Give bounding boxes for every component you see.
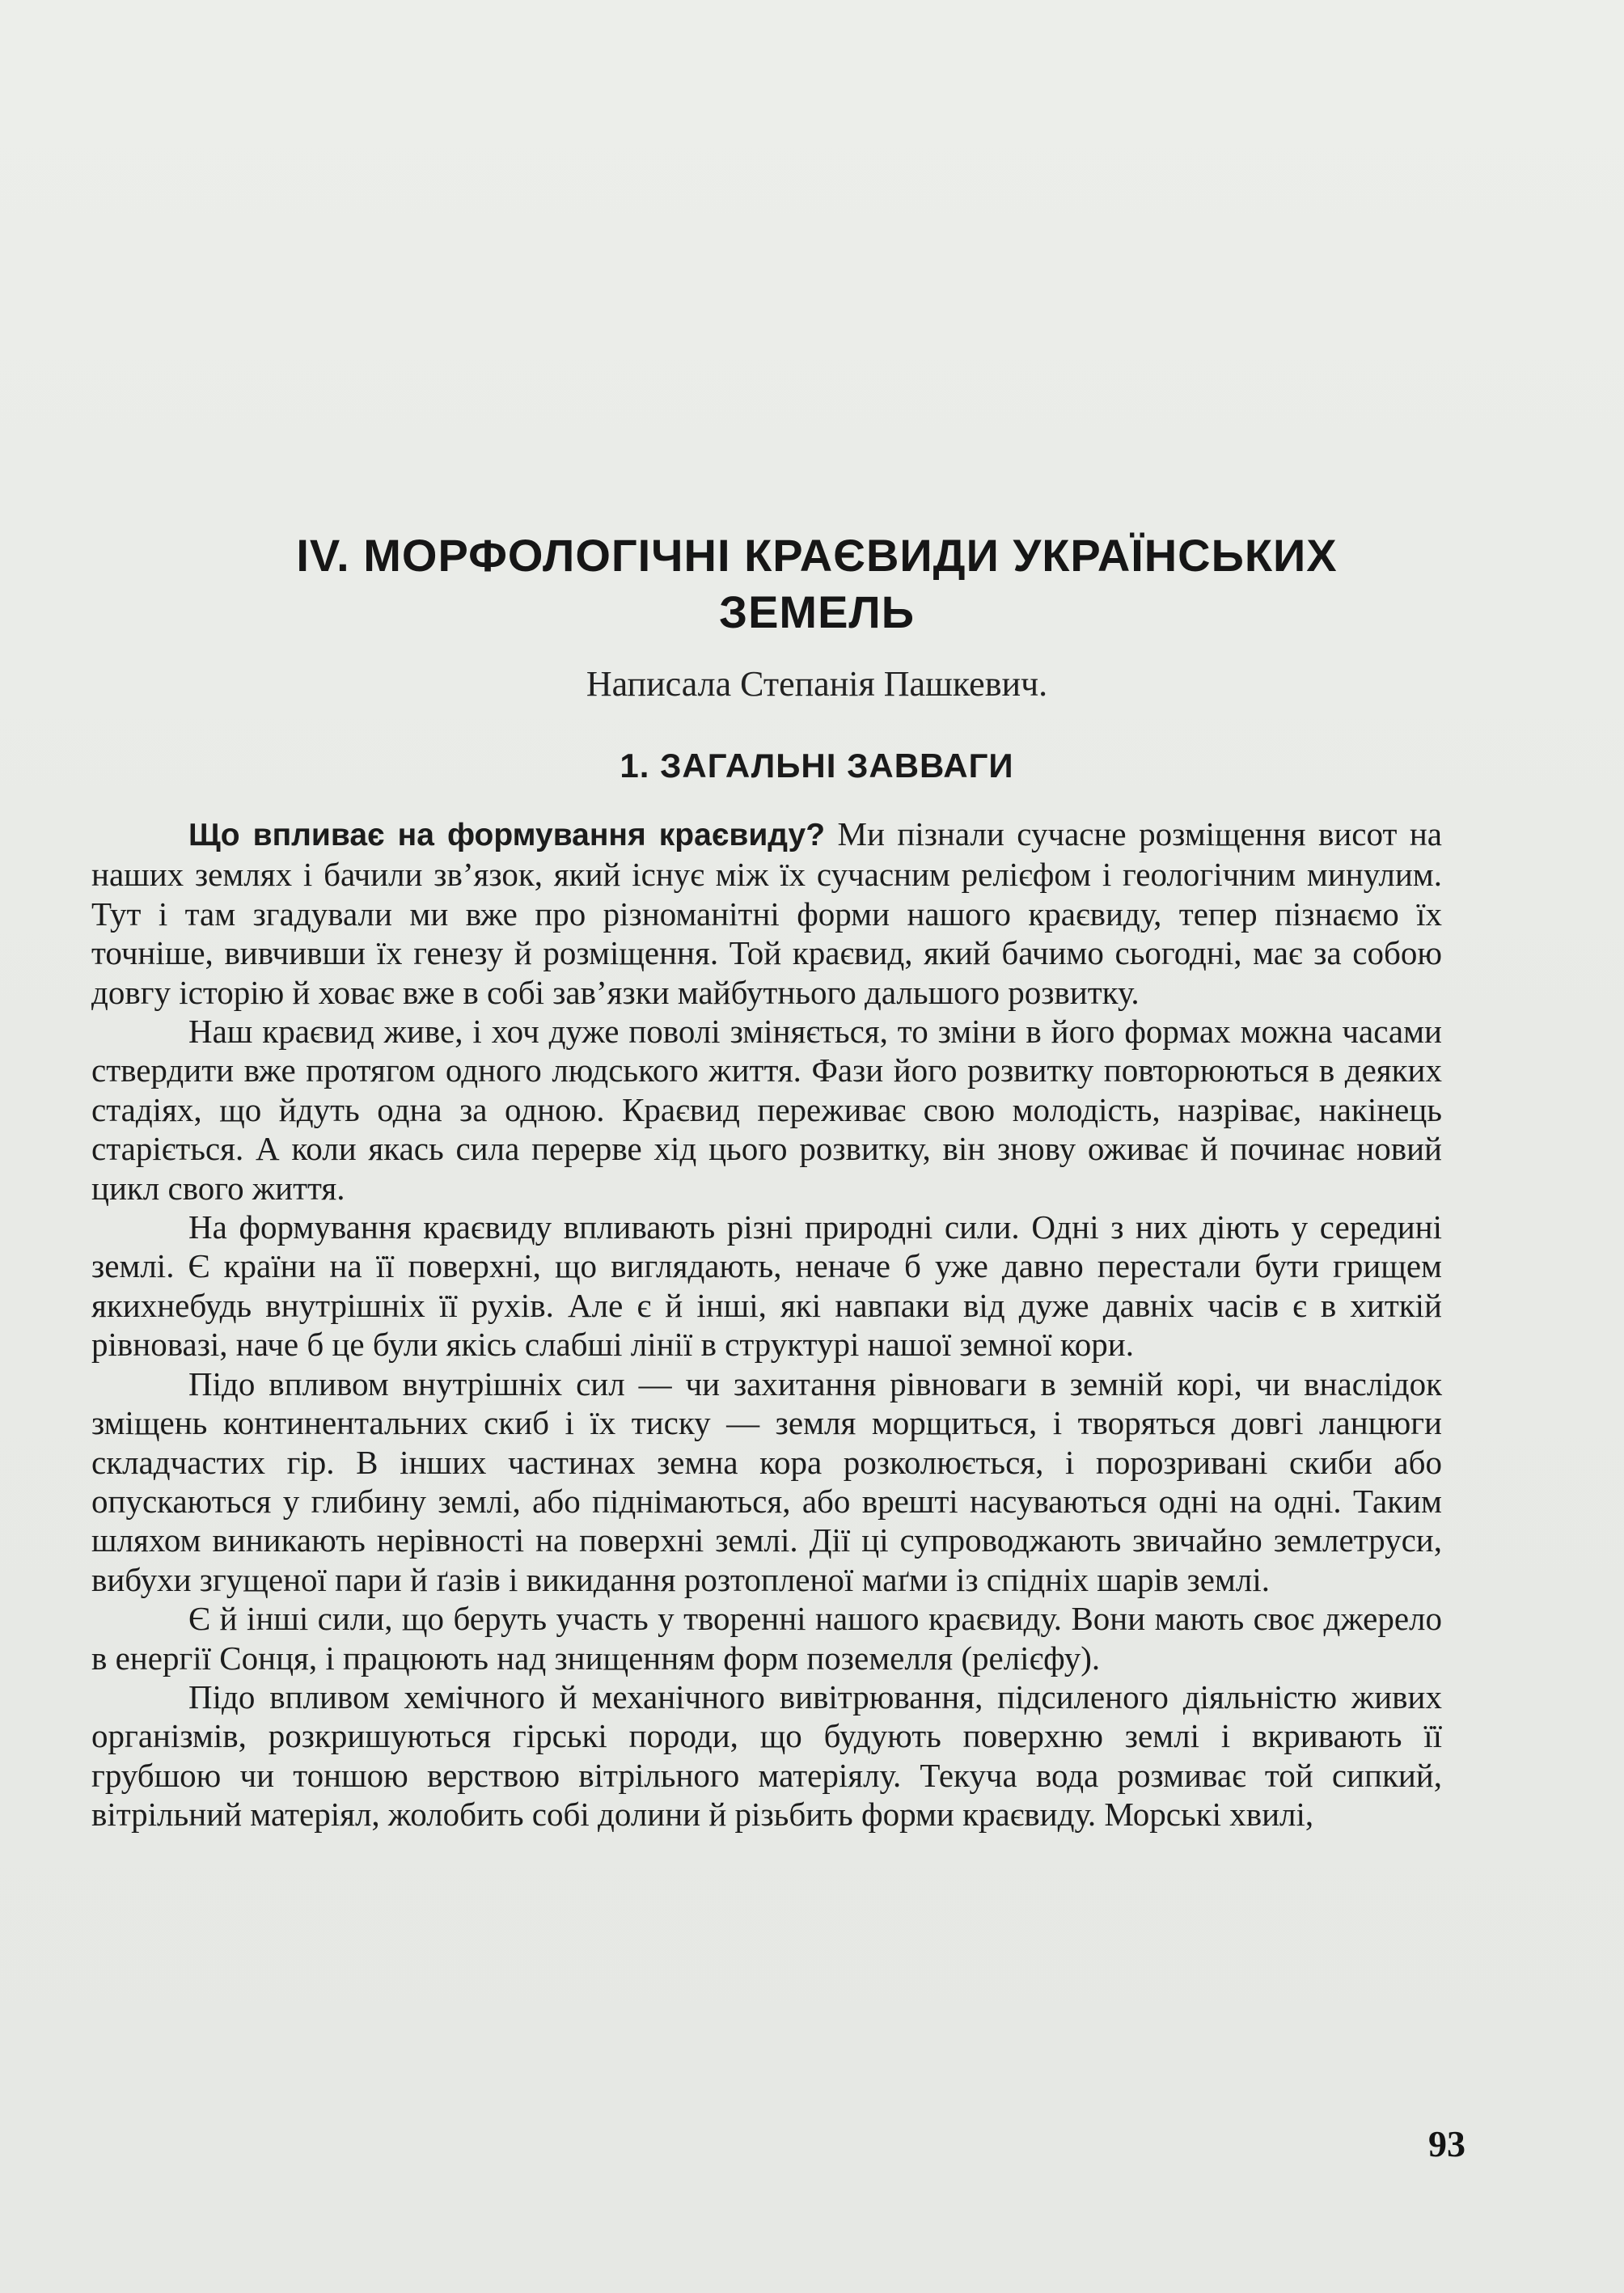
paragraph bbox=[91, 1677, 1442, 1834]
paragraph-text: Ми пізнали сучасне розміщення висот на наших землях і бачили зв’язок, який існує між їх сучасним релієфом і геологічним минулим. Тут і там згадували ми вже про різноманітні форми нашого краєвиду, тепер пізнаємо їх точніше, вивчивши їх генезу й розміщення. Той краєвид, який бачимо сьогодні, має за собою довгу історію й ховає вже в собі зав’язки майбутнього дальшого розвитку. bbox=[91, 815, 1442, 1011]
paragraph bbox=[91, 1364, 1442, 1599]
chapter-title-line-1: IV. МОРФОЛОГІЧНІ КРАЄВИДИ УКРАЇНСЬКИХ bbox=[296, 530, 1338, 581]
paragraph-text: Підо впливом внутрішніх сил — чи захитання рівноваги в земній корі, чи внаслідок зміщень континентальних скиб і їх тиску — земля морщиться, і творяться довгі ланцюги складчастих гір. В інших частинах земна кора розколюється, і порозривані скиби або опускаються у глибину землі, або піднімаються, або врешті насуваються одні на одні. Таким шляхом виникають нерівності на поверхні землі. Дії ці супроводжають звичайно землетруси, вибухи згущеної пари й ґазів і викидання розтопленої маґми із спідніх шарів землі. bbox=[91, 1364, 1442, 1598]
paragraph bbox=[91, 1599, 1442, 1677]
paragraph bbox=[91, 1208, 1442, 1364]
author-byline: Написала Степанія Пашкевич. bbox=[586, 664, 1048, 704]
paragraph-text: Підо впливом хемічного й механічного вивітрювання, підсиленого діяльністю живих організмів, розкришуються гірські породи, що будують поверхню землі і вкривають її грубшою чи тоншою верствою вітрільного матеріялу. Текуча вода розмиває той сипкий, вітрільний матеріял, жолобить собі долини й різьбить форми краєвиду. Морські хвилі, bbox=[91, 1677, 1442, 1834]
paragraph bbox=[91, 814, 1442, 1012]
paragraph-text: На формування краєвиду впливають різні природні сили. Одні з них діють у середині землі. Є країни на її поверхні, що виглядають, неначе б уже давно перестали бути грищем якихнебудь внутрішніх її рухів. Але є й інші, які навпаки від дуже давніх часів є в хиткій рівновазі, наче б це були якісь слабші лінії в структурі нашої земної кори. bbox=[91, 1208, 1442, 1364]
chapter-title-line-2: ЗЕМЕЛЬ bbox=[719, 586, 915, 637]
chapter-title bbox=[121, 527, 1512, 641]
paragraph-lead: Що впливає на формування краєвиду? bbox=[188, 818, 826, 852]
paragraph-text: Наш краєвид живе, і хоч дуже поволі зміняється, то зміни в його формах можна часами ствердити вже протягом одного людського життя. Фази його розвитку повторюються в деяких стадіях, що йдуть одна за одною. Краєвид переживає свою молодість, назріває, накінець старіється. А коли якась сила перерве хід цього розвитку, він знову оживає й починає новий цикл свого життя. bbox=[91, 1013, 1442, 1207]
page-number: 93 bbox=[1428, 2123, 1465, 2164]
paragraph bbox=[91, 1012, 1442, 1208]
section-heading: 1. ЗАГАЛЬНІ ЗАВВАГИ bbox=[620, 747, 1014, 785]
paragraph-text: Є й інші сили, що беруть участь у творенні нашого краєвиду. Вони мають своє джерело в енергії Сонця, і працюють над знищенням форм поземелля (релієфу). bbox=[91, 1600, 1442, 1677]
body-text bbox=[91, 814, 1442, 1834]
